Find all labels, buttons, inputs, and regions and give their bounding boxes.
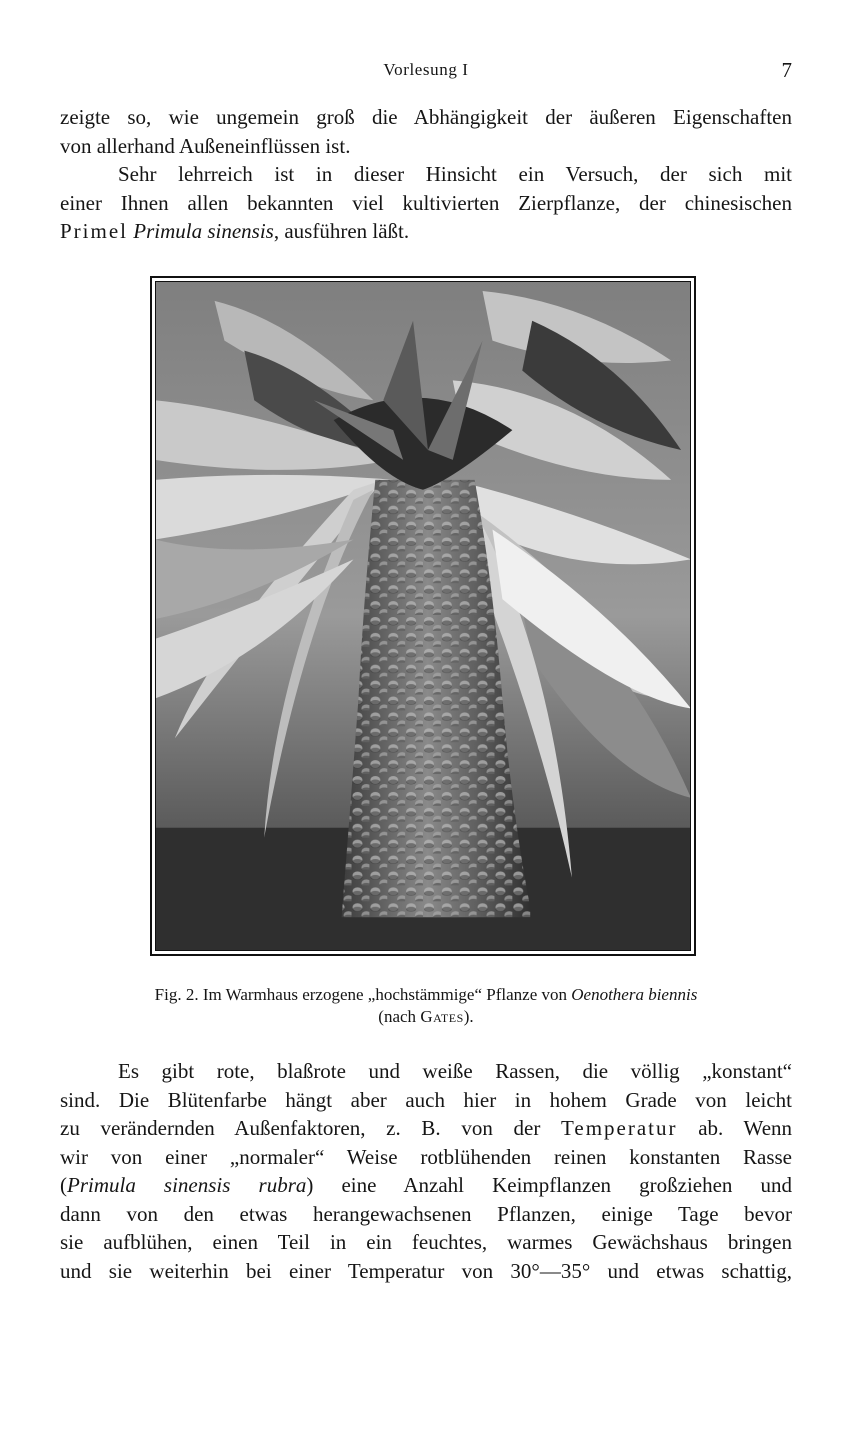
text-line xyxy=(60,1171,792,1200)
text-line xyxy=(60,1114,792,1143)
species-name: Primula sinensis rubra xyxy=(67,1173,307,1197)
text-line: wir von einer „normaler“ Weise rotblühenden reinen konstanten Rasse xyxy=(60,1144,792,1169)
caption-source-close: ). xyxy=(463,1007,474,1026)
caption-label: Fig. 2. xyxy=(154,985,199,1004)
page-header xyxy=(60,60,792,84)
text-line: dann von den etwas herangewachsenen Pflanzen, einige Tage bevor xyxy=(60,1201,792,1226)
page-number: 7 xyxy=(781,58,792,82)
text-line: sind. Die Blütenfarbe hängt aber auch hier in hohem Grade von leicht xyxy=(60,1087,792,1112)
caption-source-open: (nach xyxy=(378,1007,417,1026)
plant-photo-illustration xyxy=(155,281,691,951)
text-fragment: ( xyxy=(60,1173,67,1197)
caption-species: Oenothera biennis xyxy=(571,985,698,1004)
text-line: von allerhand Außeneinflüssen ist. xyxy=(60,133,351,158)
text-line: sie aufblühen, einen Teil in ein feuchtes, warmes Gewächshaus bringen xyxy=(60,1230,792,1254)
text-line: Sehr lehrreich ist in dieser Hinsicht ein Versuch, der sich mit xyxy=(118,162,792,186)
text-line: Es gibt rote, blaßrote und weiße Rassen, die völlig „konstant“ xyxy=(118,1059,792,1083)
figure-caption-source xyxy=(60,1005,792,1028)
spaced-term: Primel xyxy=(60,219,128,243)
text-fragment: ab. Wenn xyxy=(698,1116,793,1140)
text-fragment: , ausführen läßt. xyxy=(273,219,410,243)
running-title: Vorlesung I xyxy=(383,60,469,79)
paragraph-3 xyxy=(60,1057,792,1285)
text-line: einer Ihnen allen bekannten viel kultivierten Zierpflanze, der chinesischen xyxy=(60,190,792,215)
spaced-term: Temperatur xyxy=(561,1116,678,1140)
caption-author: Gates xyxy=(420,1007,464,1026)
paragraph-1 xyxy=(60,103,792,160)
text-line: zeigte so, wie ungemein groß die Abhängigkeit der äußeren Eigenschaften xyxy=(60,105,792,129)
figure-photo xyxy=(150,276,696,956)
paragraph-2 xyxy=(60,160,792,246)
species-name: Primula sinensis xyxy=(133,219,274,243)
text-fragment: ) eine Anzahl Keimpflanzen großziehen und xyxy=(306,1173,793,1197)
figure-caption xyxy=(60,983,792,1006)
text-fragment: zu verändernden Außenfaktoren, z. B. von der xyxy=(60,1116,541,1140)
text-line: und sie weiterhin bei einer Temperatur von 30°—35° und etwas schattig, xyxy=(60,1258,792,1283)
caption-text: Im Warmhaus erzogene „hochstämmige“ Pflanze von xyxy=(202,985,567,1004)
text-line xyxy=(60,217,792,246)
